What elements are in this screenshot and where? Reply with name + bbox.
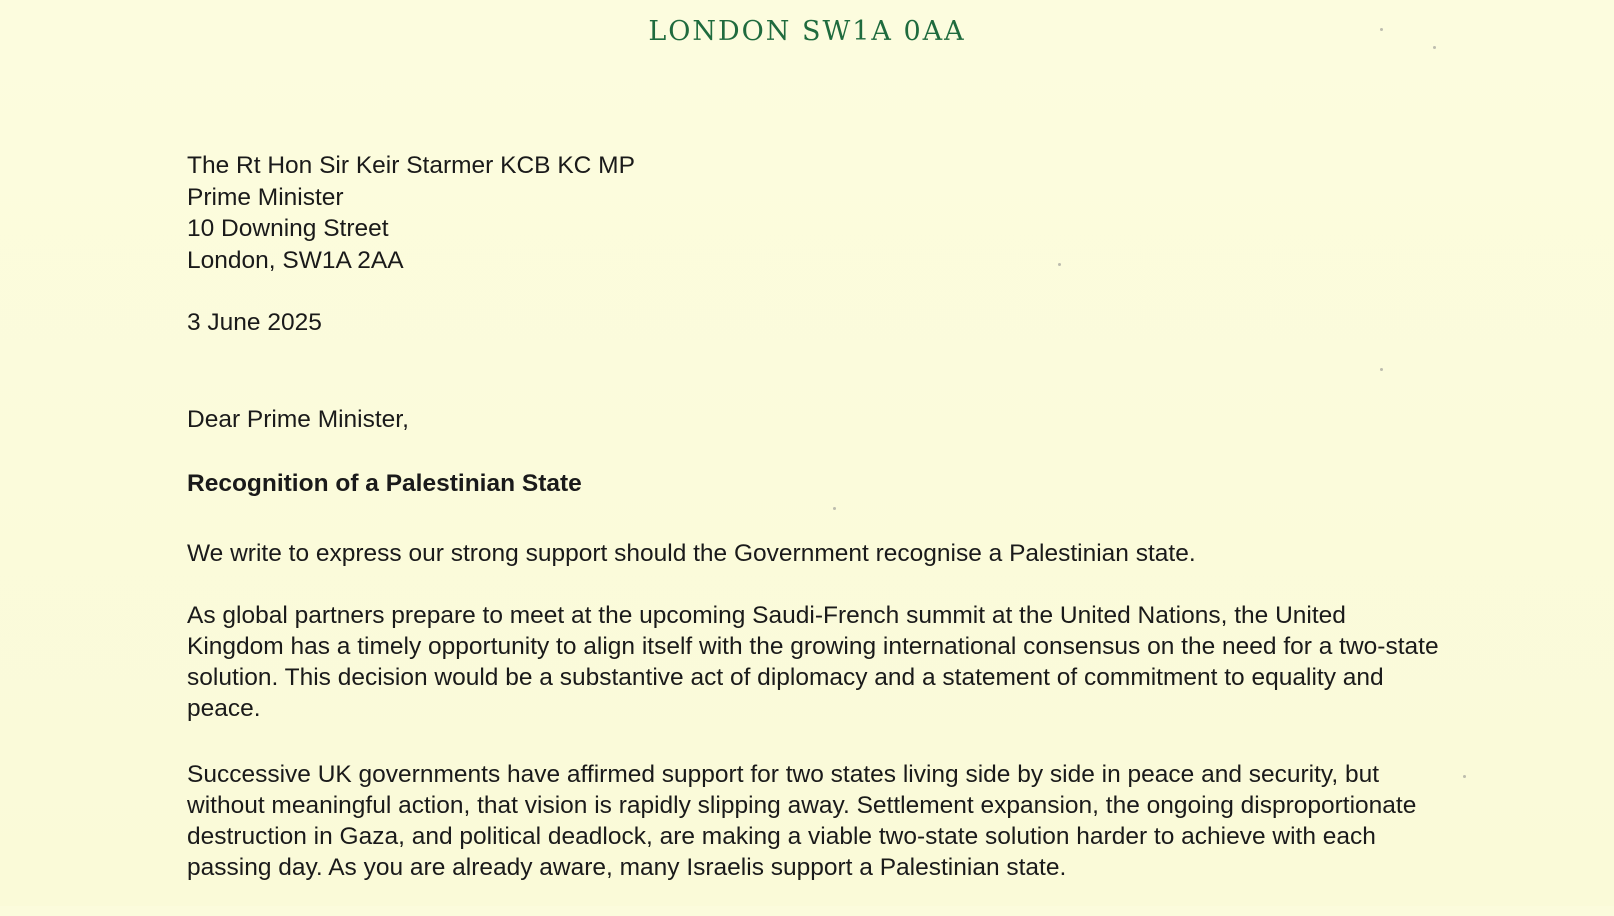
recipient-title: Prime Minister [187,183,344,211]
letterhead-address: LONDON SW1A 0AA [648,16,966,47]
scan-speck [833,507,836,510]
scan-speck [1380,28,1383,31]
scan-speck [1433,46,1436,49]
subject-heading: Recognition of a Palestinian State [187,470,582,497]
page-bottom-edge [0,906,1614,916]
paragraph-1: We write to express our strong support should the Government recognise a Palestinian state. [187,540,1196,567]
recipient-name: The Rt Hon Sir Keir Starmer KCB KC MP [187,152,635,179]
scan-speck [1380,368,1383,371]
scan-speck [1463,775,1466,778]
recipient-city: London, SW1A 2AA [187,246,404,274]
paragraph-3: Successive UK governments have affirmed support for two states living side by side in peace and security, but without meaningful action, that vision is rapidly slipping away. Settlement expansion, the ongoing disproportionate destruction in Gaza, and political deadlock, are making a viable two-state solution harder to achieve with each passing day. As you are already aware, many Israelis support a Palestinian state. [187,761,1417,881]
recipient-street: 10 Downing Street [187,215,389,242]
letter-date: 3 June 2025 [187,309,322,336]
recipient-address-block [187,150,1447,276]
paragraph-2: As global partners prepare to meet at the upcoming Saudi-French summit at the United Nations, the United Kingdom has a timely opportunity to align itself with the growing international consensus on the need for a two-state solution. This decision would be a substantive act of diplomacy and a statement of commitment to equality and peace. [187,602,1439,722]
scan-speck [1058,263,1061,266]
salutation: Dear Prime Minister, [187,406,409,433]
